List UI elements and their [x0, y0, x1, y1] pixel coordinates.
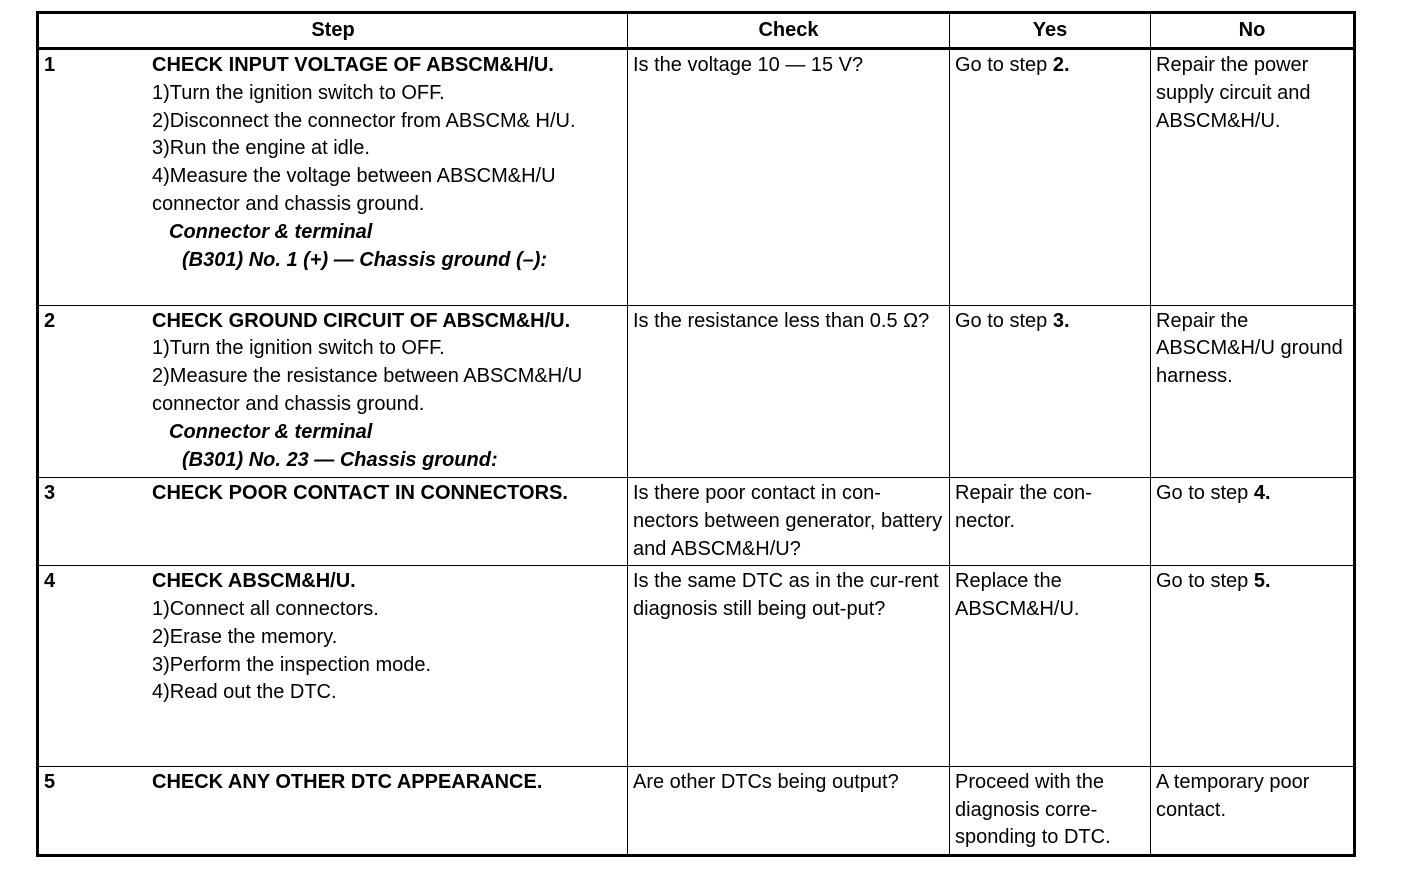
- no-text: Repair the ABSCM&H/U ground harness.: [1156, 309, 1343, 388]
- step-title: CHECK ANY OTHER DTC APPEARANCE.: [152, 770, 543, 793]
- step-instruction: 2)Erase the memory.: [152, 625, 338, 648]
- check-cell: Is the resistance less than 0.5 Ω?: [628, 305, 950, 477]
- header-no: No: [1151, 13, 1355, 49]
- yes-text: Proceed with the diagnosis corre-sponding to DTC.: [955, 770, 1111, 849]
- check-cell: Is there poor contact in con-nectors between generator, battery and ABSCM&H/U?: [628, 478, 950, 566]
- check-cell: Are other DTCs being output?: [628, 766, 950, 855]
- step-instruction: 1)Connect all connectors.: [152, 598, 379, 621]
- step-instruction: 1)Turn the ignition switch to OFF.: [152, 81, 445, 104]
- table-row: [38, 766, 1355, 855]
- table-row: [38, 478, 1355, 566]
- step-title: CHECK POOR CONTACT IN CONNECTORS.: [152, 482, 568, 505]
- step-number: 3: [44, 482, 56, 505]
- yes-cell: [950, 566, 1151, 766]
- step-instruction: 4)Measure the voltage between ABSCM&H/U connector and chassis ground.: [152, 165, 556, 215]
- no-cell: [1151, 49, 1355, 306]
- yes-text: Replace the ABSCM&H/U.: [955, 570, 1080, 621]
- connector-label: Connector & terminal: [169, 220, 373, 243]
- step-instruction: 2)Disconnect the connector from ABSCM& H/U.: [152, 109, 576, 132]
- step-instruction: 1)Turn the ignition switch to OFF.: [152, 337, 445, 360]
- header-yes: Yes: [950, 13, 1151, 49]
- no-step: 4.: [1253, 482, 1271, 505]
- yes-cell: [950, 305, 1151, 477]
- step-instruction: 3)Perform the inspection mode.: [152, 653, 432, 676]
- no-step: 5.: [1253, 570, 1271, 593]
- no-text: A temporary poor contact.: [1156, 770, 1310, 821]
- step-cell: [38, 566, 628, 766]
- step-number: 2: [44, 309, 56, 332]
- yes-text: Repair the con-nector.: [955, 482, 1092, 532]
- step-title: CHECK GROUND CIRCUIT OF ABSCM&H/U.: [152, 309, 571, 332]
- step-instruction: 2)Measure the resistance between ABSCM&H/U connector and chassis ground.: [152, 365, 583, 416]
- yes-cell: [950, 766, 1151, 855]
- step-title: CHECK ABSCM&H/U.: [152, 570, 356, 593]
- diagnosis-table: [36, 11, 1356, 857]
- no-cell: [1151, 305, 1355, 477]
- check-cell: Is the same DTC as in the cur-rent diagnosis still being out-put?: [628, 566, 950, 766]
- step-number: 1: [44, 54, 56, 76]
- no-cell: [1151, 766, 1355, 855]
- no-text: Go to step: [1156, 570, 1254, 593]
- no-text: Repair the power supply circuit and ABSCM&H/U.: [1156, 54, 1311, 132]
- header-check: Check: [628, 13, 950, 49]
- yes-text: Go to step: [955, 309, 1053, 332]
- step-cell: [38, 766, 628, 855]
- connector-label: Connector & terminal: [169, 420, 373, 443]
- no-text: Go to step: [1156, 482, 1254, 505]
- step-cell: [38, 305, 628, 477]
- step-cell: [38, 49, 628, 306]
- step-instruction: 4)Read out the DTC.: [152, 681, 337, 704]
- step-number: 5: [44, 770, 56, 793]
- header-row: [38, 13, 1355, 49]
- table-row: [38, 49, 1355, 306]
- check-cell: Is the voltage 10 — 15 V?: [628, 49, 950, 306]
- yes-cell: [950, 478, 1151, 566]
- step-cell: [38, 478, 628, 566]
- yes-text: Go to step: [955, 54, 1053, 76]
- step-number: 4: [44, 570, 56, 593]
- table-row: [38, 566, 1355, 766]
- header-step: Step: [38, 13, 628, 49]
- step-title: CHECK INPUT VOLTAGE OF ABSCM&H/U.: [152, 54, 554, 76]
- yes-step: 2.: [1052, 54, 1070, 76]
- table-row: [38, 305, 1355, 477]
- connector-value: (B301) No. 1 (+) — Chassis ground (–):: [182, 248, 548, 271]
- yes-step: 3.: [1052, 309, 1070, 332]
- no-cell: [1151, 478, 1355, 566]
- yes-cell: [950, 49, 1151, 306]
- connector-value: (B301) No. 23 — Chassis ground:: [182, 448, 498, 471]
- no-cell: [1151, 566, 1355, 766]
- step-instruction: 3)Run the engine at idle.: [152, 137, 370, 160]
